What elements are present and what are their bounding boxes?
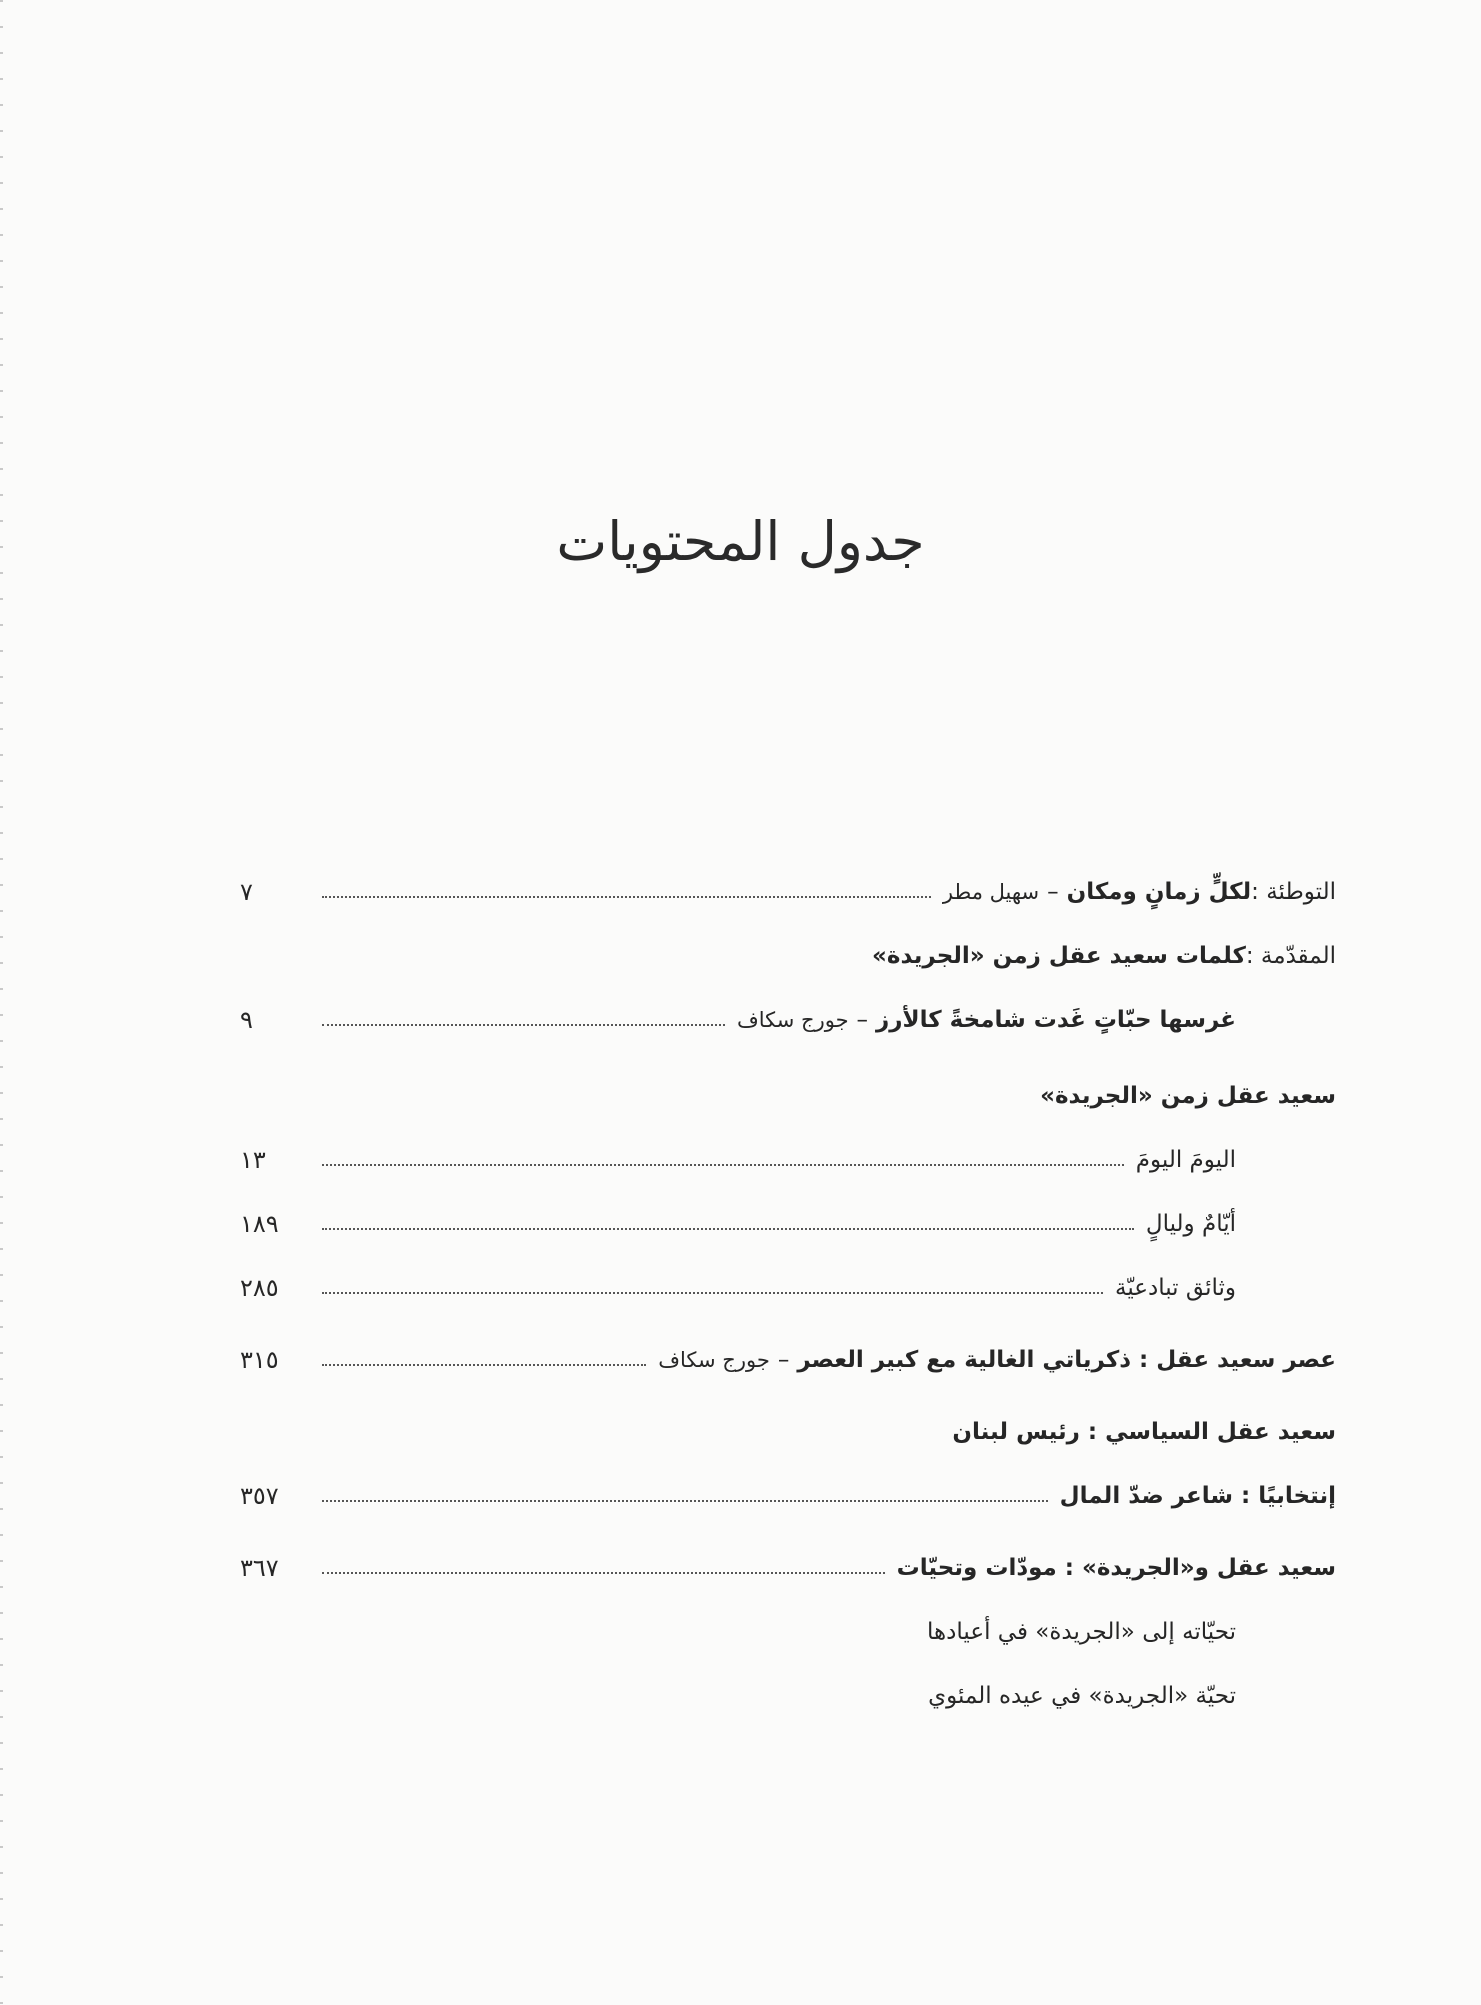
toc-entry-page: ١٣ bbox=[240, 1146, 266, 1174]
dot-leader bbox=[322, 1500, 1048, 1502]
dot-leader bbox=[322, 896, 931, 898]
toc-entry-label: التوطئة : bbox=[1251, 879, 1336, 905]
toc-entry-author: جورج سكاف bbox=[658, 1348, 770, 1372]
toc-entry-label: تحيّة «الجريدة» في عيده المئوي bbox=[928, 1683, 1236, 1709]
dot-leader bbox=[322, 1364, 646, 1366]
dot-leader bbox=[322, 1228, 1134, 1230]
toc-entry-subsection[interactable] bbox=[240, 1192, 1336, 1256]
toc-section-heading[interactable] bbox=[240, 1400, 1336, 1464]
toc-entry-subsection[interactable] bbox=[240, 1600, 1336, 1664]
toc-entry-dash: – bbox=[856, 1007, 869, 1033]
dot-leader bbox=[322, 1572, 885, 1574]
dot-leader bbox=[322, 1164, 1124, 1166]
toc-section-heading[interactable] bbox=[240, 1064, 1336, 1128]
page-title: جدول المحتويات bbox=[556, 510, 925, 573]
toc-entry-era[interactable] bbox=[240, 1328, 1336, 1392]
toc-entry-label: تحيّاته إلى «الجريدة» في أعيادها bbox=[927, 1619, 1236, 1645]
toc-entry-title: عصر سعيد عقل : ذكرياتي الغالية مع كبير العصر bbox=[797, 1347, 1336, 1373]
toc-entry-subsection[interactable] bbox=[240, 988, 1336, 1052]
toc-entry-author: سهيل مطر bbox=[942, 880, 1040, 904]
toc-entry-title: كلمات سعيد عقل زمن «الجريدة» bbox=[872, 943, 1246, 969]
toc-entry-label: أيّامٌ وليالٍ bbox=[1145, 1211, 1236, 1237]
toc-entry-label: وثائق تبادعيّة bbox=[1115, 1275, 1236, 1301]
toc-entry-page: ١٨٩ bbox=[240, 1210, 279, 1238]
toc-entry-greetings[interactable] bbox=[240, 1536, 1336, 1600]
toc-entry-subsection[interactable] bbox=[240, 1256, 1336, 1320]
dot-leader bbox=[322, 1292, 1103, 1294]
toc-entry-introduction[interactable] bbox=[240, 924, 1336, 988]
toc-entry-page: ٩ bbox=[240, 1006, 253, 1034]
table-of-contents bbox=[240, 860, 1336, 1728]
toc-entry-title: لكلٍّ زمانٍ ومكان bbox=[1066, 879, 1252, 905]
toc-entry-page: ٣١٥ bbox=[240, 1346, 279, 1374]
toc-entry-title: إنتخابيًا : شاعر ضدّ المال bbox=[1059, 1483, 1336, 1509]
toc-entry-page: ٧ bbox=[240, 878, 253, 906]
page-edge bbox=[0, 0, 3, 2005]
toc-entry-dash: – bbox=[777, 1347, 790, 1373]
dot-leader bbox=[322, 1024, 725, 1026]
toc-entry-title: سعيد عقل و«الجريدة» : مودّات وتحيّات bbox=[896, 1555, 1336, 1581]
toc-entry-foreword[interactable] bbox=[240, 860, 1336, 924]
toc-entry-author: جورج سكاف bbox=[736, 1008, 849, 1032]
toc-entry-label: المقدّمة : bbox=[1245, 943, 1336, 969]
toc-entry-subsection[interactable] bbox=[240, 1664, 1336, 1728]
toc-entry-page: ٣٥٧ bbox=[240, 1482, 279, 1510]
toc-entry-page: ٣٦٧ bbox=[240, 1554, 279, 1582]
toc-entry-page: ٢٨٥ bbox=[240, 1274, 279, 1302]
toc-entry-elections[interactable] bbox=[240, 1464, 1336, 1528]
toc-entry-subsection[interactable] bbox=[240, 1128, 1336, 1192]
toc-entry-title: سعيد عقل السياسي : رئيس لبنان bbox=[952, 1419, 1336, 1445]
toc-entry-label: اليومَ اليومَ bbox=[1135, 1147, 1236, 1173]
toc-entry-title: غرسها حبّاتٍ غَدت شامخةً كالأرز bbox=[876, 1007, 1236, 1033]
toc-entry-dash: – bbox=[1047, 879, 1059, 905]
toc-entry-title: سعيد عقل زمن «الجريدة» bbox=[1040, 1083, 1336, 1109]
